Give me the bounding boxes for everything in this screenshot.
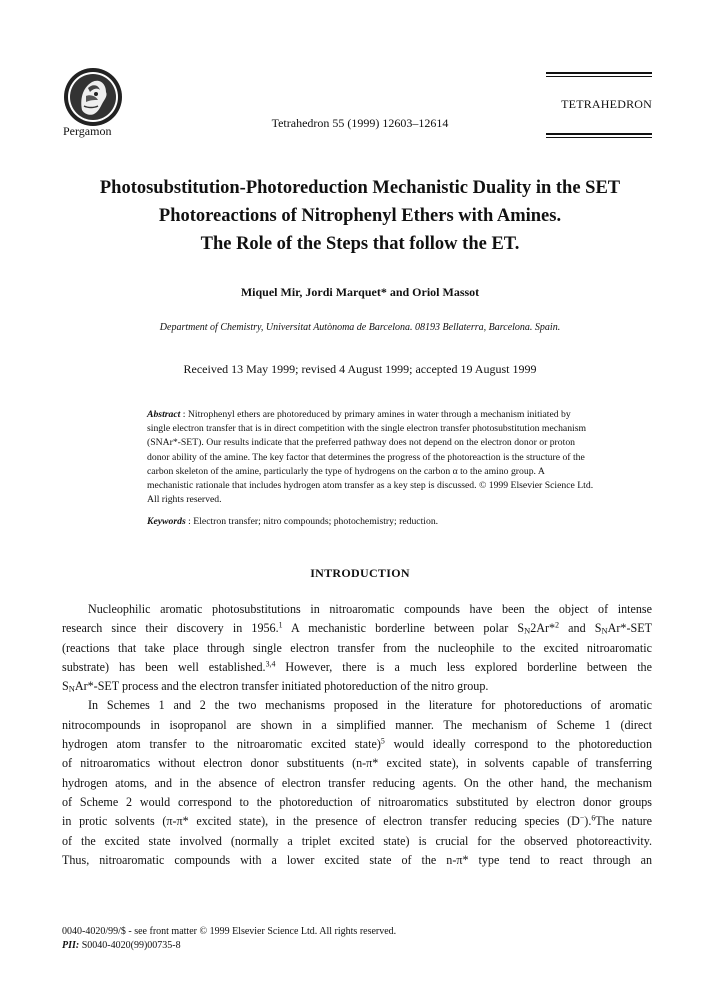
publisher-name: Pergamon (63, 124, 112, 138)
body-line: $S_NAr*$-SET process and the electron transfer initiated photoreduction of the nitro group. (62, 679, 489, 694)
header-rule-bottom (546, 133, 652, 135)
body-line: of the excited state involved (normally a triplet excited state) is crucial for the observed photoreactivity. (62, 833, 652, 848)
abstract-line-7: All rights reserved. (147, 494, 222, 506)
header-rule-top (546, 72, 652, 74)
body-line: Thus, nitroaromatic compounds with a lower excited state of the n-π* type tend to react through an (62, 852, 652, 867)
abstract-line-4: donor ability of the amine. The key factor that determines the progress of the photoreaction is the structure of the (147, 451, 585, 463)
journal-name: TETRAHEDRON (561, 97, 652, 111)
keywords-label: Keywords (147, 516, 186, 527)
paragraph-1 (62, 600, 652, 696)
abstract-line-5: carbon skeleton of the amine, particularly the type of hydrogens on the carbon α to the amino group. A (147, 465, 545, 477)
body-line: research since their discovery in 1956.$^1$ A mechanistic borderline between polar $S_N2Ar*^2$ and $S_NAr*$-SET (62, 620, 652, 636)
body-line: of nitroaromatics without electron donor substituents (n-π* excited state), in solvents capable of transferring (62, 756, 652, 771)
body-line: Nucleophilic aromatic photosubstitutions in nitroaromatic compounds have been the object of intense (88, 602, 652, 616)
body-line: of Scheme 2 would correspond to the photoreduction of nitroaromatics substituted by electron donor groups (62, 794, 652, 809)
title-line-1: Photosubstitution-Photoreduction Mechanistic Duality in the SET (99, 178, 621, 198)
keywords-text: : Electron transfer; nitro compounds; photochemistry; reduction. (185, 516, 439, 527)
pii-label: PII: (62, 939, 80, 951)
abstract-line-1: : Nitrophenyl ethers are photoreduced by primary amines in water through a mechanism initiated by (180, 409, 571, 420)
footer-copyright: 0040-4020/99/$ - see front matter © 1999 Elsevier Science Ltd. All rights reserved. (62, 926, 397, 937)
footer (62, 925, 396, 952)
section-heading-introduction: INTRODUCTION (310, 566, 410, 580)
pii-value: S0040-4020(99)00735-8 (79, 939, 181, 951)
journal-citation: Tetrahedron 55 (1999) 12603–12614 (271, 116, 449, 130)
body-line: nitrocompounds in isopropanol are shown in a simplified manner. The mechanism of Scheme 1 (direct (62, 717, 652, 732)
header-rule-top-2 (546, 76, 652, 77)
abstract-line-6: mechanistic rationale that includes hydrogen atom transfer as a key step is discussed. © 1999 Elsevier Science Ltd. (147, 480, 594, 492)
paragraph-2 (62, 696, 652, 870)
article-title (80, 174, 640, 258)
body-line: hydrogen atom transfer to the nitroaromatic excited state)$^5$ would ideally correspond to the photoreduction (62, 736, 652, 752)
abstract (147, 408, 652, 507)
body-line: hydrogen atoms, and in the absence of electron transfer reducing agents. On the other hand, the mechanism (62, 775, 652, 790)
keywords (147, 516, 652, 527)
body-line: In Schemes 1 and 2 the two mechanisms proposed in the literature for photoreductions of aromatic (88, 698, 652, 713)
abstract-line-3: (SNAr*-SET). Our results indicate that the preferred pathway does not depend on the electron donor or proton (147, 437, 576, 449)
title-line-2: Photoreactions of Nitrophenyl Ethers with Amines. (158, 206, 562, 226)
abstract-line-2: single electron transfer that is in direct competition with the single electron transfer photosubstitution mechanism (147, 423, 587, 435)
received-dates: Received 13 May 1999; revised 4 August 1999; accepted 19 August 1999 (183, 362, 537, 376)
body-line: in protic solvents (π-π* excited state), in the presence of electron transfer reducing species (D−).$^6$The nature (62, 813, 653, 829)
authors: Miquel Mir, Jordi Marquet* and Oriol Massot (240, 285, 480, 299)
abstract-label: Abstract (147, 409, 181, 420)
header-rule-bottom-2 (546, 137, 652, 138)
title-line-3: The Role of the Steps that follow the ET. (200, 234, 520, 254)
body-text (62, 600, 652, 870)
body-line: (reactions that take place through single electron transfer from the nucleophile to the excited nitroaromatic (62, 640, 652, 655)
affiliation: Department of Chemistry, Universitat Autònoma de Barcelona. 08193 Bellaterra, Barcelona. Spain. (159, 322, 561, 333)
body-line: substrate) has been well established.$^{3,4}$ However, there is a much less explored borderline between the (62, 659, 652, 674)
